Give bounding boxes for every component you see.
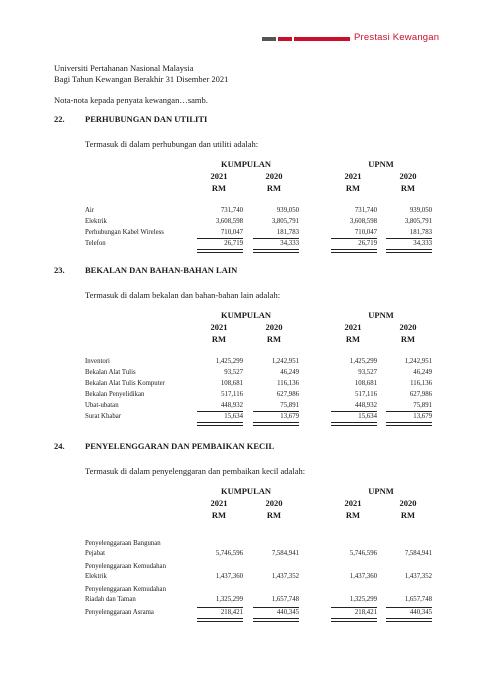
subtotal-rule bbox=[253, 607, 299, 608]
total-double-rule bbox=[253, 422, 299, 426]
cell-k2020: 1,437,352 bbox=[271, 573, 299, 580]
row-label: Air bbox=[85, 207, 95, 214]
subtotal-rule bbox=[386, 607, 432, 608]
total-double-rule bbox=[197, 618, 243, 622]
cell-k2021: 1,437,360 bbox=[215, 573, 243, 580]
row-label: Pejabat bbox=[85, 550, 106, 557]
group-header-kumpulan: KUMPULAN bbox=[220, 486, 272, 496]
cell-u2021: 3,608,598 bbox=[349, 218, 377, 225]
total-double-rule bbox=[253, 618, 299, 622]
cell-u2020: 75,891 bbox=[413, 402, 432, 409]
total-double-rule bbox=[386, 618, 432, 622]
header-title: Prestasi Kewangan bbox=[354, 32, 440, 43]
cell-u2020: 1,437,352 bbox=[404, 573, 432, 580]
cell-k2021: 3,608,598 bbox=[215, 218, 243, 225]
cell-u2021: 1,425,299 bbox=[349, 358, 377, 365]
cell-u2021: 731,740 bbox=[354, 207, 377, 214]
column-header-unit: RM bbox=[211, 183, 227, 193]
subtotal-rule bbox=[331, 411, 377, 412]
cell-k2021: 108,681 bbox=[220, 380, 243, 387]
column-header-unit: RM bbox=[400, 334, 416, 344]
column-header-unit: RM bbox=[266, 334, 282, 344]
cell-k2020: 1,242,951 bbox=[271, 358, 299, 365]
subtotal-rule bbox=[253, 238, 299, 239]
row-label: Bekalan Penyelidikan bbox=[85, 391, 145, 398]
cell-k2020: 939,050 bbox=[276, 207, 299, 214]
column-header-year: 2021 bbox=[210, 171, 228, 181]
row-label-line1: Penyelenggaraan Kemudahan bbox=[85, 563, 166, 570]
cell-k2020: 1,657,748 bbox=[271, 596, 299, 603]
cell-k2021: 1,425,299 bbox=[215, 358, 243, 365]
cell-u2020: 7,584,941 bbox=[404, 550, 432, 557]
total-double-rule bbox=[253, 249, 299, 253]
cell-k2021: 710,047 bbox=[220, 229, 243, 236]
column-header-year: 2021 bbox=[210, 498, 228, 508]
group-header-upnm: UPNM bbox=[368, 486, 394, 496]
cell-u2020: 181,783 bbox=[409, 229, 432, 236]
group-header-upnm: UPNM bbox=[368, 159, 394, 169]
cell-u2021: 218,421 bbox=[354, 609, 377, 616]
cell-u2020: 13,679 bbox=[413, 413, 432, 420]
column-header-unit: RM bbox=[400, 183, 416, 193]
section-number: 24. bbox=[54, 441, 65, 451]
cell-k2021: 5,746,596 bbox=[215, 550, 243, 557]
subtotal-rule bbox=[197, 411, 243, 412]
section-description: Termasuk di dalam penyelenggaran dan pembaikan kecil adalah: bbox=[85, 466, 306, 476]
cell-k2021: 1,325,299 bbox=[215, 596, 243, 603]
header-accent-bar-red-short bbox=[278, 37, 292, 41]
header-accent-bar-grey bbox=[262, 37, 276, 41]
cell-k2020: 34,333 bbox=[280, 240, 299, 247]
row-label: Telefon bbox=[85, 240, 106, 247]
row-label: Penyelenggaraan Asrama bbox=[85, 609, 154, 616]
column-header-year: 2020 bbox=[399, 171, 417, 181]
section-description: Termasuk di dalam bekalan dan bahan-bahan lain adalah: bbox=[85, 290, 281, 300]
column-header-year: 2020 bbox=[265, 322, 283, 332]
row-label: Elektrik bbox=[85, 573, 107, 580]
column-header-unit: RM bbox=[345, 334, 361, 344]
subtotal-rule bbox=[197, 238, 243, 239]
cell-k2020: 627,986 bbox=[276, 391, 299, 398]
total-double-rule bbox=[331, 618, 377, 622]
subtotal-rule bbox=[197, 607, 243, 608]
cell-u2020: 46,249 bbox=[413, 369, 432, 376]
column-header-unit: RM bbox=[266, 183, 282, 193]
column-header-unit: RM bbox=[345, 510, 361, 520]
section-title: PENYELENGGARAN DAN PEMBAIKAN KECIL bbox=[85, 441, 275, 451]
cell-u2020: 1,657,748 bbox=[404, 596, 432, 603]
total-double-rule bbox=[386, 422, 432, 426]
cell-u2020: 1,242,951 bbox=[404, 358, 432, 365]
cell-k2020: 181,783 bbox=[276, 229, 299, 236]
row-label: Ubat-ubatan bbox=[85, 402, 119, 409]
group-header-kumpulan: KUMPULAN bbox=[220, 159, 272, 169]
cell-k2020: 46,249 bbox=[280, 369, 299, 376]
cell-k2020: 116,136 bbox=[277, 380, 299, 387]
column-header-year: 2020 bbox=[399, 322, 417, 332]
cell-u2021: 1,325,299 bbox=[349, 596, 377, 603]
section-description: Termasuk di dalam perhubungan dan utiliti adalah: bbox=[85, 139, 259, 149]
cell-u2021: 1,437,360 bbox=[349, 573, 377, 580]
cell-u2020: 34,333 bbox=[413, 240, 432, 247]
column-header-year: 2021 bbox=[210, 322, 228, 332]
cell-u2021: 517,116 bbox=[355, 391, 377, 398]
row-label-line1: Penyelenggaraan Kemudahan bbox=[85, 586, 166, 593]
column-header-year: 2021 bbox=[344, 498, 362, 508]
row-label: Surat Khabar bbox=[85, 413, 122, 420]
cell-u2021: 5,746,596 bbox=[349, 550, 377, 557]
cell-k2020: 440,345 bbox=[276, 609, 299, 616]
column-header-unit: RM bbox=[345, 183, 361, 193]
total-double-rule bbox=[197, 249, 243, 253]
section-number: 22. bbox=[54, 114, 65, 124]
section-title: BEKALAN DAN BAHAN-BAHAN LAIN bbox=[85, 265, 238, 275]
cell-k2020: 7,584,941 bbox=[271, 550, 299, 557]
column-header-year: 2021 bbox=[344, 322, 362, 332]
column-header-year: 2020 bbox=[265, 171, 283, 181]
cell-k2021: 93,527 bbox=[224, 369, 243, 376]
total-double-rule bbox=[386, 249, 432, 253]
subtotal-rule bbox=[331, 607, 377, 608]
header-accent-bar-red-long bbox=[294, 37, 350, 41]
row-label: Riadah dan Taman bbox=[85, 596, 136, 603]
cell-k2020: 3,805,791 bbox=[271, 218, 299, 225]
total-double-rule bbox=[331, 422, 377, 426]
cell-k2021: 517,116 bbox=[221, 391, 243, 398]
cell-u2021: 15,634 bbox=[358, 413, 377, 420]
subtotal-rule bbox=[331, 238, 377, 239]
subtotal-rule bbox=[386, 238, 432, 239]
subtotal-rule bbox=[386, 411, 432, 412]
cell-u2021: 448,932 bbox=[354, 402, 377, 409]
cell-u2020: 440,345 bbox=[409, 609, 432, 616]
cell-k2021: 15,634 bbox=[224, 413, 243, 420]
row-label: Elektrik bbox=[85, 218, 107, 225]
cell-u2020: 116,136 bbox=[410, 380, 432, 387]
row-label: Bekalan Alat Tulis bbox=[85, 369, 136, 376]
cell-u2020: 627,986 bbox=[409, 391, 432, 398]
column-header-unit: RM bbox=[400, 510, 416, 520]
cell-k2021: 731,740 bbox=[220, 207, 243, 214]
column-header-unit: RM bbox=[211, 334, 227, 344]
group-header-kumpulan: KUMPULAN bbox=[220, 310, 272, 320]
total-double-rule bbox=[197, 422, 243, 426]
section-title: PERHUBUNGAN DAN UTILITI bbox=[85, 114, 208, 124]
subtotal-rule bbox=[253, 411, 299, 412]
cell-u2021: 93,527 bbox=[358, 369, 377, 376]
group-header-upnm: UPNM bbox=[368, 310, 394, 320]
cell-u2021: 26,719 bbox=[358, 240, 377, 247]
cell-u2021: 710,047 bbox=[354, 229, 377, 236]
cell-k2021: 26,719 bbox=[224, 240, 243, 247]
row-label: Inventori bbox=[85, 358, 110, 365]
cell-k2020: 75,891 bbox=[280, 402, 299, 409]
row-label: Perhubungan Kabel Wireless bbox=[85, 229, 164, 236]
notes-continued: Nota-nota kepada penyata kewangan…samb. bbox=[54, 95, 208, 105]
cell-k2020: 13,679 bbox=[280, 413, 299, 420]
cell-u2020: 3,805,791 bbox=[404, 218, 432, 225]
financial-year: Bagi Tahun Kewangan Berakhir 31 Disember 2021 bbox=[54, 74, 229, 84]
row-label: Bekalan Alat Tulis Komputer bbox=[85, 380, 165, 387]
cell-u2021: 108,681 bbox=[354, 380, 377, 387]
cell-k2021: 218,421 bbox=[220, 609, 243, 616]
column-header-unit: RM bbox=[211, 510, 227, 520]
cell-k2021: 448,932 bbox=[220, 402, 243, 409]
column-header-year: 2020 bbox=[399, 498, 417, 508]
column-header-year: 2021 bbox=[344, 171, 362, 181]
cell-u2020: 939,050 bbox=[409, 207, 432, 214]
section-number: 23. bbox=[54, 265, 65, 275]
university-name: Universiti Pertahanan Nasional Malaysia bbox=[54, 63, 194, 73]
column-header-unit: RM bbox=[266, 510, 282, 520]
row-label-line1: Penyelenggaraan Bangunan bbox=[85, 540, 161, 547]
total-double-rule bbox=[331, 249, 377, 253]
column-header-year: 2020 bbox=[265, 498, 283, 508]
